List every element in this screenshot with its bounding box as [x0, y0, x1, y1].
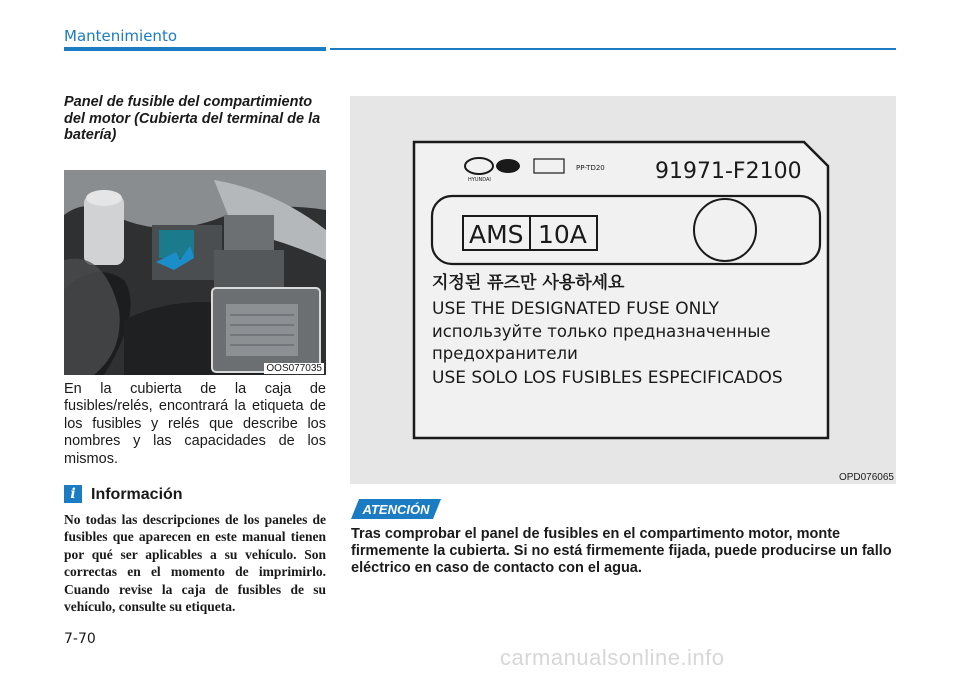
engine-photo-illustration [64, 170, 326, 375]
attention-badge-shape [351, 499, 441, 519]
section-title: Mantenimiento [64, 27, 177, 45]
attention-badge-label: ATENCIÓN [362, 502, 430, 517]
material-mark: PP-TD20 [576, 164, 605, 172]
label-line-russian-2: предохранители [432, 344, 578, 363]
fuse-label [350, 96, 896, 484]
header-rule-thin [330, 48, 896, 50]
fuse-label-figure [350, 96, 896, 484]
engine-fuse-box-photo [64, 170, 326, 375]
fuse-type: AMS [469, 220, 524, 249]
subheading: Panel de fusible del compartimiento del motor (Cubierta del terminal de la batería) [64, 94, 321, 143]
kia-logo-icon [496, 159, 520, 173]
info-heading: Información [91, 486, 183, 503]
info-text: No todas las descripciones de los paneles de fusibles que aparecen en este manual tienen por qué ser aplicables a su vehículo. Son correctas en el momento de imprimirlo. Cuando revise la caja de fusibles de su vehículo, consulte su etiqueta. [64, 512, 326, 615]
label-line-russian-1: используйте только предназначенные [432, 322, 771, 341]
fuse-rating: 10A [538, 220, 587, 249]
attention-badge [351, 499, 441, 519]
info-icon: i [64, 485, 82, 503]
page-number: 7-70 [64, 631, 96, 647]
label-line-english: USE THE DESIGNATED FUSE ONLY [432, 299, 719, 319]
label-photo-code: OPD076065 [838, 472, 894, 483]
brand-text: HYUNDAI [468, 177, 491, 183]
label-part-number: 91971-F2100 [655, 159, 802, 184]
label-line-korean: 지정된 퓨즈만 사용하세요 [432, 273, 625, 293]
photo-code: OOS077035 [266, 363, 322, 374]
watermark: carmanualsonline.info [500, 645, 725, 670]
attention-text: Tras comprobar el panel de fusibles en el compartimento motor, monte firmemente la cubierta. Si no está firmemente fijada, puede producirse un fallo eléctrico en caso de contacto con el agua. [351, 526, 892, 576]
body-paragraph: En la cubierta de la caja de fusibles/relés, encontrará la etiqueta de los fusibles y relés que describe los nombres y las capacidades de los mismos. [64, 381, 326, 467]
label-line-spanish: USE SOLO LOS FUSIBLES ESPECIFICADOS [432, 368, 783, 388]
header-rule-thick [64, 47, 326, 51]
